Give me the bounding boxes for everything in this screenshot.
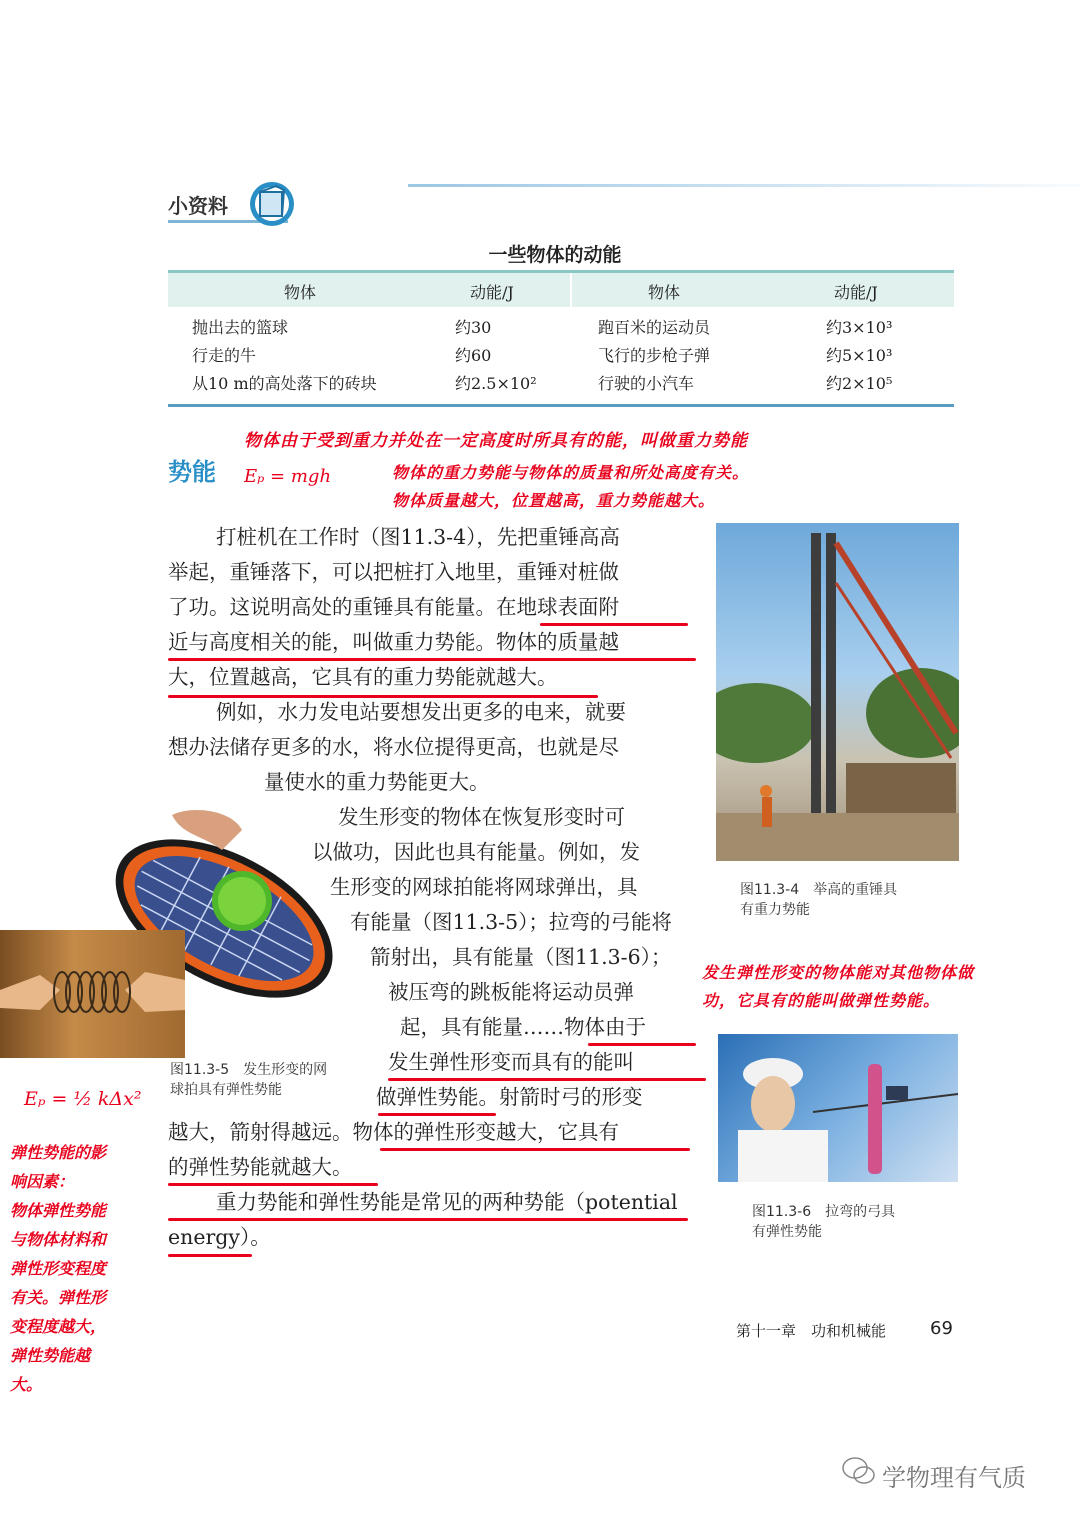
table-cell: 跑百米的运动员 (598, 318, 711, 337)
table-cell: 约2×10⁵ (826, 374, 893, 393)
note-elastic-formula: Eₚ = ½ kΔx² (24, 1088, 142, 1110)
table-cell: 约30 (455, 318, 492, 337)
red-underline (380, 1148, 690, 1151)
sidebar-header (168, 178, 958, 228)
page-number: 69 (930, 1318, 953, 1339)
note-line: 与物体材料和 (10, 1230, 107, 1249)
red-underline (378, 1113, 496, 1116)
body-line: 打桩机在工作时（图11.3-4），先把重锤高高 (216, 525, 620, 549)
body-line: 越大，箭射得越远。物体的弹性形变越大，它具有 (168, 1120, 619, 1144)
note-formula-gravity: Eₚ = mgh (244, 466, 332, 487)
body-line: 近与高度相关的能，叫做重力势能。物体的质量越 (168, 630, 619, 654)
figure-caption: 有弹性势能 (752, 1224, 822, 1240)
note-line: 响因素： (10, 1172, 75, 1191)
body-line: 例如，水力发电站要想发出更多的电来，就要 (216, 700, 626, 724)
sidebar-label: 小资料 (168, 194, 228, 218)
note-line: 弹性势能的影 (10, 1143, 107, 1162)
table-header-separator (570, 273, 572, 307)
body-line: 起，具有能量……物体由于 (400, 1015, 646, 1039)
note-gravity-definition: 物体由于受到重力并处在一定高度时所具有的能，叫做重力势能 (244, 431, 748, 451)
table-cell: 约5×10³ (826, 346, 893, 365)
body-line: 箭射出，具有能量（图11.3-6）； (370, 945, 672, 969)
note-line: 物体弹性势能 (10, 1201, 107, 1220)
table-header-energy-1: 动能/J (470, 283, 514, 302)
note-line: 大。 (10, 1375, 43, 1394)
note-elastic-definition-1: 发生弹性形变的物体能对其他物体做 (702, 963, 975, 982)
table-cell: 约3×10³ (826, 318, 893, 337)
body-line: 大，位置越高，它具有的重力势能就越大。 (168, 665, 558, 689)
figure-caption: 图11.3-4 举高的重锤具 (740, 882, 898, 898)
body-line: 举起，重锤落下，可以把桩打入地里，重锤对桩做 (168, 560, 619, 584)
table-cell: 约2.5×10² (455, 374, 537, 393)
body-line: energy）。 (168, 1225, 271, 1249)
red-underline (168, 1218, 688, 1221)
archer-photo (718, 1034, 958, 1182)
table-header-object-2: 物体 (648, 283, 681, 302)
note-elastic-factors (10, 1138, 150, 1399)
figure-caption: 球拍具有弹性势能 (170, 1082, 282, 1098)
table-bottom-rule (168, 404, 954, 407)
note-line: 弹性势能越 (10, 1346, 91, 1365)
table-header-energy-2: 动能/J (834, 283, 878, 302)
note-line: 变程度越大， (10, 1317, 107, 1336)
table-header-object-1: 物体 (284, 283, 317, 302)
table-cell: 约60 (455, 346, 492, 365)
red-underline (388, 1078, 706, 1081)
red-underline (168, 658, 696, 661)
body-line: 重力势能和弹性势能是常见的两种势能（potential (216, 1190, 678, 1214)
body-line: 量使水的重力势能更大。 (264, 770, 490, 794)
note-gravity-factors-2: 物体质量越大，位置越高，重力势能越大。 (392, 491, 716, 510)
figure-caption: 有重力势能 (740, 902, 810, 918)
sidebar-rule-gradient (408, 184, 1080, 187)
spring-photo (0, 930, 185, 1058)
table-title: 一些物体的动能 (488, 244, 622, 266)
body-line: 做弹性势能。射箭时弓的形变 (376, 1085, 643, 1109)
body-line: 被压弯的跳板能将运动员弹 (388, 980, 634, 1004)
body-line: 的弹性势能就越大。 (168, 1155, 353, 1179)
body-line: 有能量（图11.3-5）；拉弯的弓能将 (350, 910, 672, 934)
red-underline (168, 1254, 252, 1257)
wechat-icon (842, 1456, 876, 1486)
table-cell: 行走的牛 (192, 346, 257, 365)
figure-caption: 图11.3-5 发生形变的网 (170, 1062, 328, 1078)
chapter-label: 第十一章 功和机械能 (736, 1322, 887, 1340)
note-line: 有关。弹性形 (10, 1288, 107, 1307)
body-line: 想办法储存更多的水，将水位提得更高，也就是尽 (168, 735, 619, 759)
red-underline (540, 623, 688, 626)
body-line: 生形变的网球拍能将网球弹出，具 (330, 875, 638, 899)
body-line: 以做功，因此也具有能量。例如，发 (312, 840, 640, 864)
pile-driver-photo (716, 523, 959, 861)
table-cell: 抛出去的篮球 (192, 318, 289, 337)
body-line: 发生形变的物体在恢复形变时可 (338, 805, 625, 829)
red-underline (588, 1043, 696, 1046)
note-line: 弹性形变程度 (10, 1259, 107, 1278)
figure-caption: 图11.3-6 拉弯的弓具 (752, 1204, 896, 1220)
table-cell: 飞行的步枪子弹 (598, 346, 711, 365)
section-title: 势能 (168, 458, 216, 486)
table-cell: 行驶的小汽车 (598, 374, 695, 393)
watermark-text: 学物理有气质 (882, 1464, 1026, 1492)
body-line: 发生弹性形变而具有的能叫 (388, 1050, 634, 1074)
table-cell: 从10 m的高处落下的砖块 (192, 374, 377, 393)
body-line: 了功。这说明高处的重锤具有能量。在地球表面附 (168, 595, 619, 619)
note-gravity-factors-1: 物体的重力势能与物体的质量和所处高度有关。 (392, 463, 750, 482)
note-elastic-definition-2: 功，它具有的能叫做弹性势能。 (702, 991, 941, 1010)
book-icon (246, 178, 302, 228)
